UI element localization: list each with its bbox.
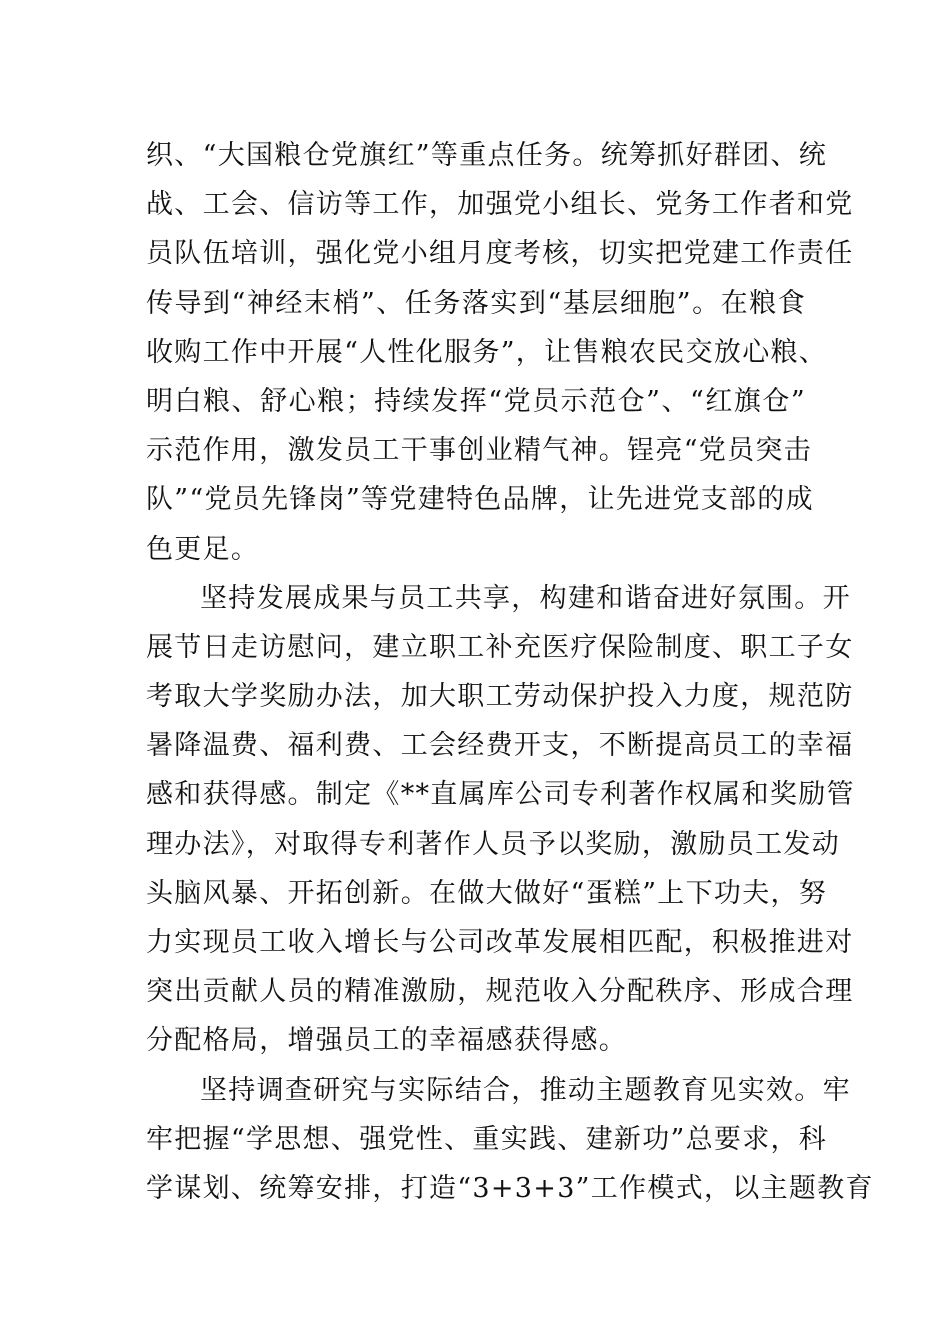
text-line: 员队伍培训，强化党小组月度考核，切实把党建工作责任 (146, 238, 854, 270)
text-line: 学谋划、统筹安排，打造“3+3+3”工作模式，以主题教育 (146, 1172, 874, 1204)
text-line: 色更足。 (146, 533, 260, 565)
text-line: 织、“大国粮仓党旗红”等重点任务。统筹抓好群团、统 (146, 140, 828, 171)
text-line: 战、工会、信访等工作，加强党小组长、党务工作者和党 (146, 189, 854, 221)
paragraph-2 (146, 574, 855, 1066)
paragraph-3 (146, 1066, 874, 1214)
text-line: 分配格局，增强员工的幸福感获得感。 (146, 1025, 628, 1057)
document-body (146, 131, 874, 1213)
text-line: 坚持调查研究与实际结合，推动主题教育见实效。牢 (200, 1074, 851, 1106)
text-line: 力实现员工收入增长与公司改革发展相匹配，积极推进对 (146, 927, 854, 958)
text-line: 突出贡献人员的精准激励，规范收入分配秩序、形成合理 (146, 976, 854, 1008)
text-line: 示范作用，激发员工干事创业精气神。锃亮“党员突击 (146, 435, 813, 467)
text-line: 传导到“神经末梢”、任务落实到“基层细胞”。在粮食 (146, 287, 806, 319)
text-line: 头脑风暴、开拓创新。在做大做好“蛋糕”上下功夫，努 (146, 877, 828, 909)
text-line: 展节日走访慰问，建立职工补充医疗保险制度、职工子女 (146, 631, 854, 663)
text-line: 牢把握“学思想、强党性、重实践、建新功”总要求，科 (146, 1123, 828, 1155)
text-line: 感和获得感。制定《**直属库公司专利著作权属和奖励管 (146, 779, 855, 811)
text-line: 考取大学奖励办法，加大职工劳动保护投入力度，规范防 (146, 681, 854, 713)
text-line: 收购工作中开展“人性化服务”，让售粮农民交放心粮、 (146, 336, 828, 368)
text-line: 明白粮、舒心粮；持续发挥“党员示范仓”、“红旗仓” (146, 385, 806, 417)
text-line: 暑降温费、福利费、工会经费开支，不断提高员工的幸福 (146, 730, 854, 762)
text-line: 坚持发展成果与员工共享，构建和谐奋进好氛围。开 (200, 582, 851, 614)
text-line: 队”“党员先锋岗”等党建特色品牌，让先进党支部的成 (146, 484, 814, 516)
paragraph-1 (146, 131, 854, 574)
text-line: 理办法》，对取得专利著作人员予以奖励，激励员工发动 (146, 828, 840, 860)
